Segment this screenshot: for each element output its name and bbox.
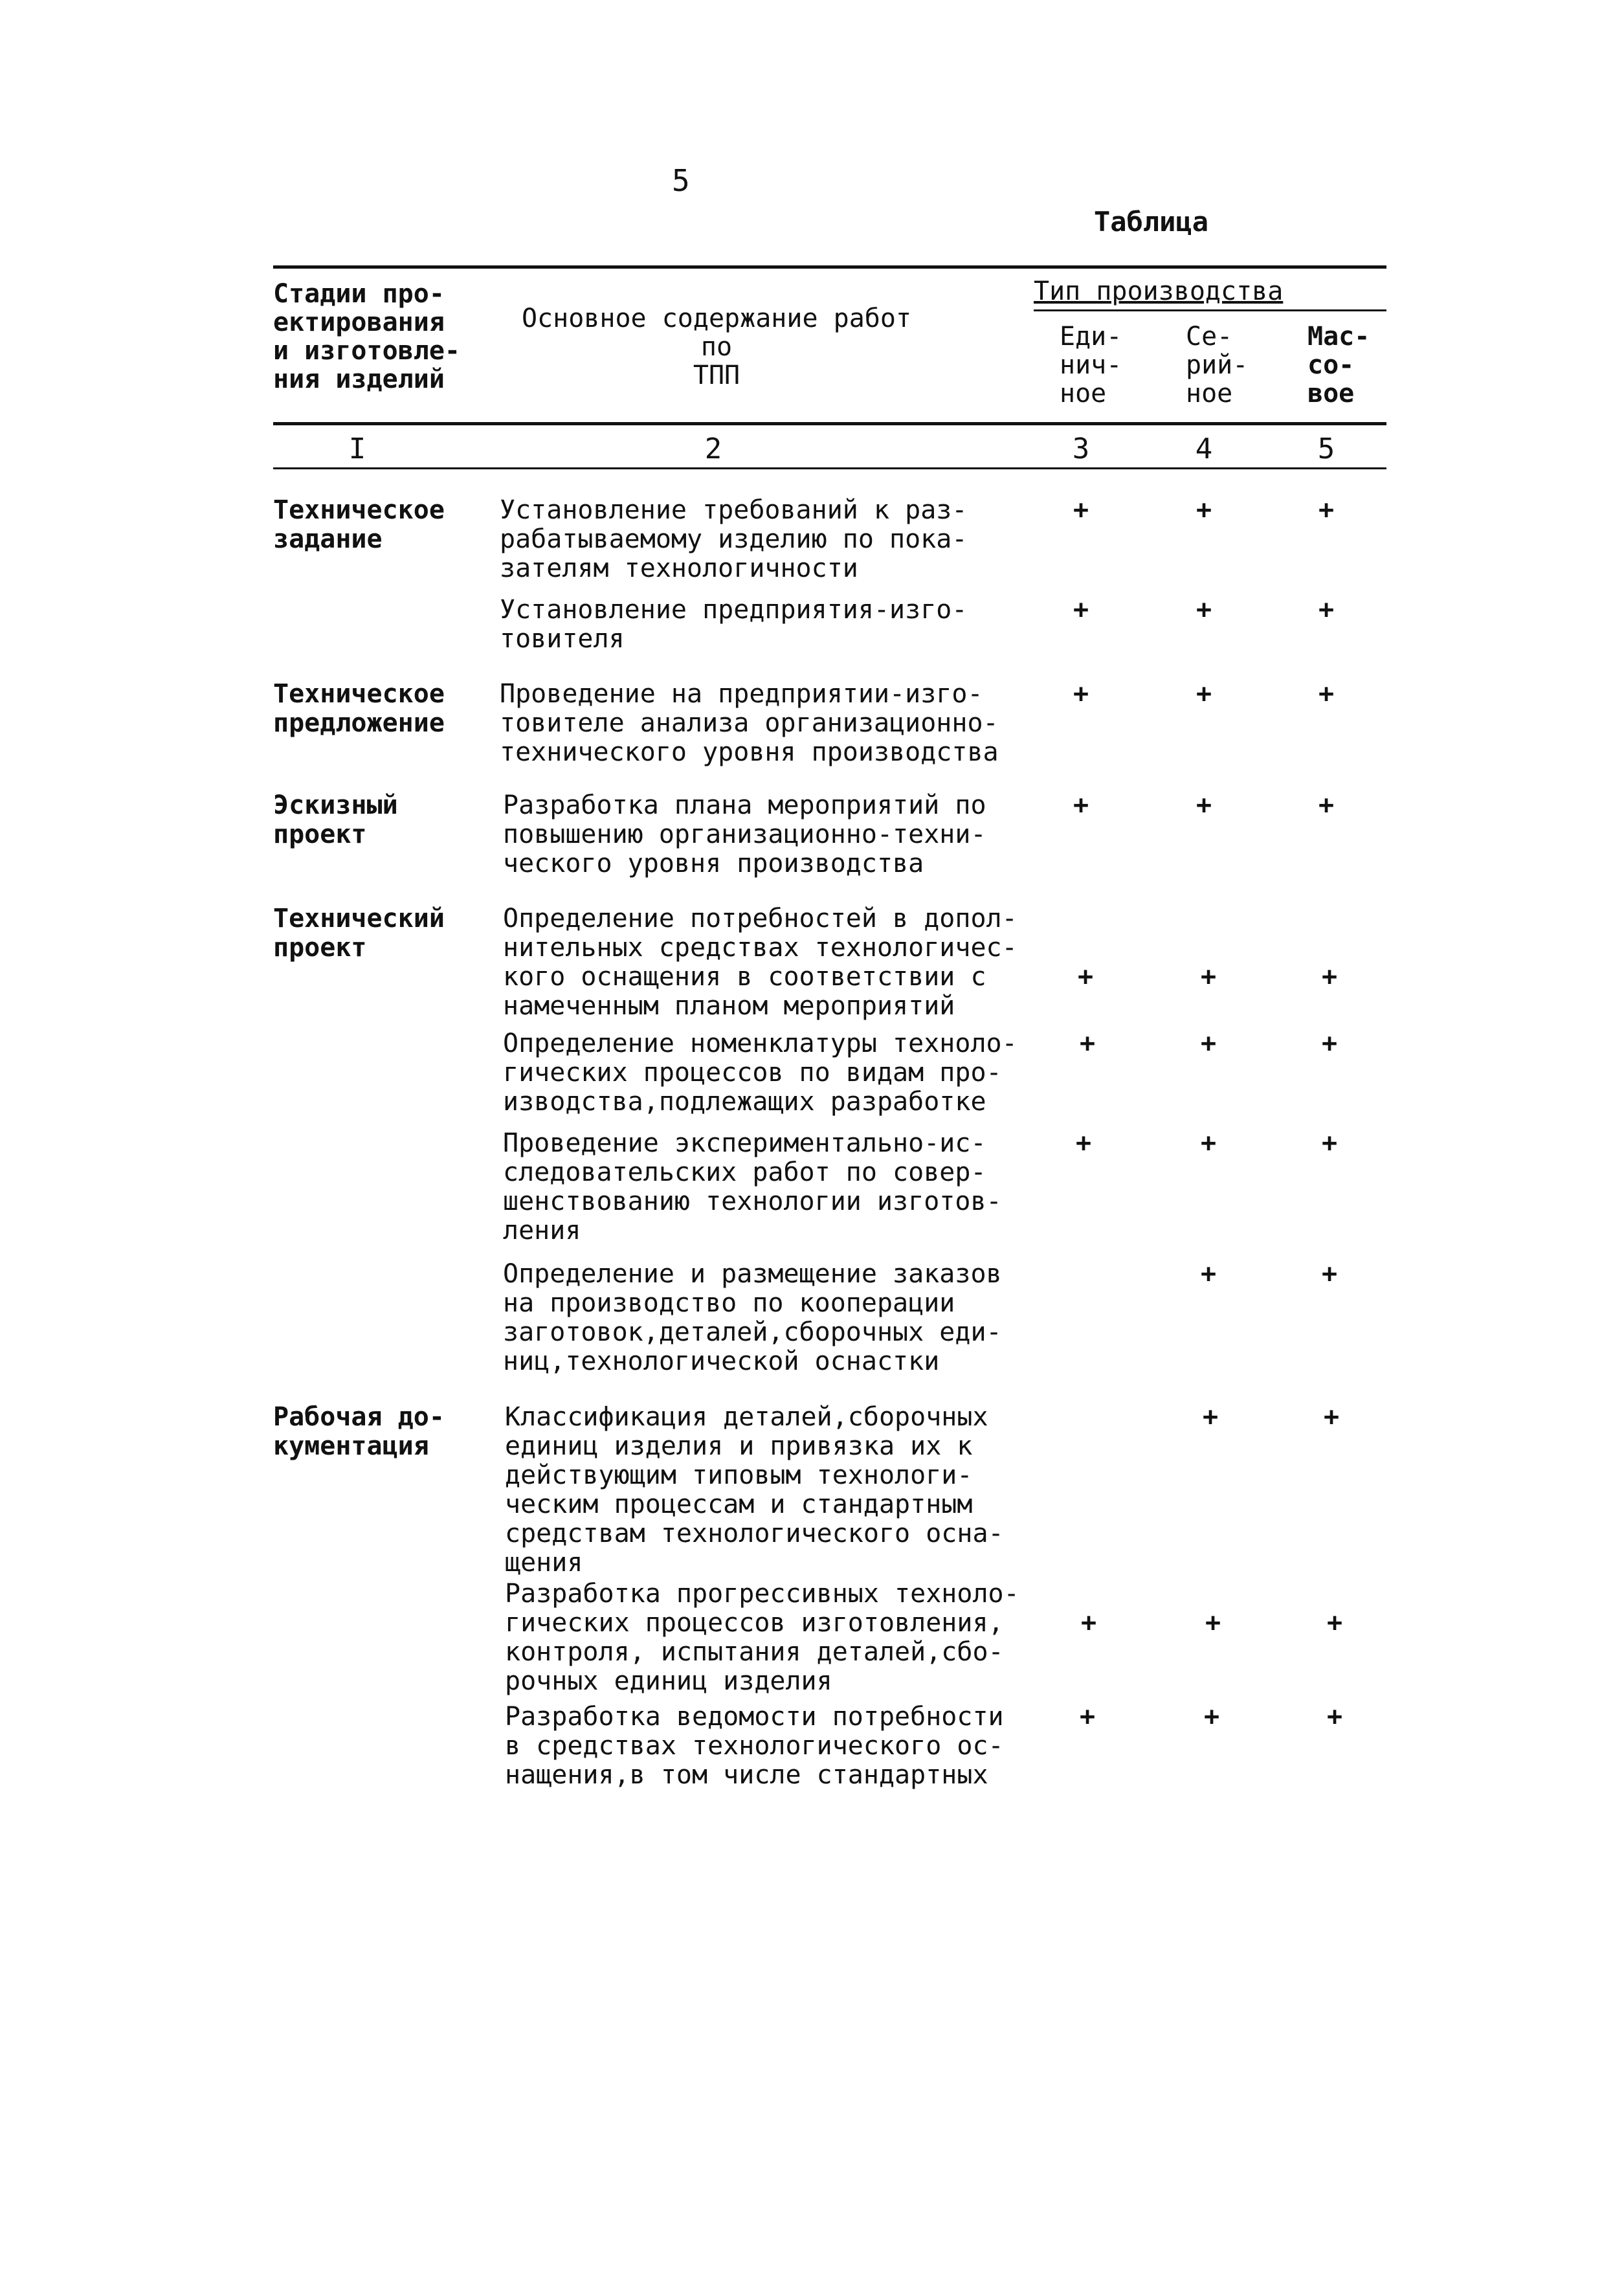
work-cell: Определение и размещение заказов на производство по кооперации заготовок,деталей,сборочных еди- ниц,технологической оснастки — [503, 1259, 1002, 1376]
mark-single: + — [1075, 1128, 1092, 1158]
header-mass: Мас- со- вое — [1307, 322, 1370, 408]
table-top-rule — [273, 265, 1386, 269]
mark-mass: + — [1318, 679, 1335, 709]
page-number: 5 — [672, 163, 690, 198]
mark-serial: + — [1205, 1608, 1221, 1638]
mark-mass: + — [1321, 1029, 1338, 1058]
mark-serial: + — [1202, 1402, 1219, 1432]
mark-single: + — [1077, 962, 1094, 992]
mark-mass: + — [1326, 1608, 1343, 1638]
mark-serial: + — [1203, 1702, 1220, 1732]
mark-serial: + — [1200, 1128, 1217, 1158]
mark-single: + — [1079, 1702, 1096, 1732]
stage-cell: Рабочая до- кументация — [273, 1402, 445, 1461]
work-cell: Разработка прогрессивных техноло- гических процессов изготовления, контроля, испытания деталей,сбо- рочных единиц изделия — [505, 1579, 1019, 1696]
header-serial: Се- рий- ное — [1186, 322, 1249, 408]
work-cell: Установление требований к раз- рабатываемому изделию по пока- зателям технологичности — [500, 495, 968, 583]
mark-mass: + — [1326, 1702, 1343, 1732]
column-number-4: 4 — [1195, 432, 1213, 465]
header-single: Еди- нич- ное — [1060, 322, 1122, 408]
mark-serial: + — [1200, 1259, 1217, 1289]
header-production-type: Тип производства — [1034, 276, 1284, 306]
mark-mass: + — [1321, 1128, 1338, 1158]
mark-single: + — [1073, 595, 1089, 625]
header-stage: Стадии про- ектирования и изготовле- ния изделий — [273, 279, 460, 394]
stage-cell: Техническое задание — [273, 495, 445, 554]
mark-mass: + — [1321, 1259, 1338, 1289]
header-bottom-rule — [273, 422, 1386, 425]
mark-serial: + — [1196, 790, 1212, 820]
work-cell: Проведение на предприятии-изго- товителе анализа организационно- технического уровня производства — [500, 679, 999, 767]
header-content: Основное содержание работ по ТПП — [521, 304, 912, 390]
stage-cell: Техническое предложение — [273, 679, 445, 738]
table-caption: Таблица — [1094, 206, 1209, 238]
work-cell: Проведение экспериментально-ис- следовательских работ по совер- шенствованию технологии изготов- ления — [503, 1128, 1002, 1245]
column-number-5: 5 — [1317, 432, 1335, 465]
column-number-3: 3 — [1072, 432, 1090, 465]
mark-single: + — [1073, 495, 1089, 525]
work-cell: Классификация деталей,сборочных единиц изделия и привязка их к действующим типовым технологи- ческим процессам и стандартным средствам технологического осна- щения — [505, 1402, 1004, 1578]
mark-single: + — [1079, 1029, 1096, 1058]
mark-mass: + — [1323, 1402, 1340, 1432]
stage-cell: Технический проект — [273, 904, 445, 963]
mark-single: + — [1073, 790, 1089, 820]
mark-serial: + — [1200, 962, 1217, 992]
mark-mass: + — [1318, 495, 1335, 525]
column-number-2: 2 — [704, 432, 722, 465]
work-cell: Установление предприятия-изго- товителя — [500, 595, 968, 654]
work-cell: Разработка плана мероприятий по повышению организационно-техни- ческого уровня производства — [503, 790, 986, 878]
numbers-bottom-rule — [273, 467, 1386, 469]
mark-single: + — [1073, 679, 1089, 709]
mark-mass: + — [1318, 790, 1335, 820]
header-type-rule — [1034, 309, 1386, 311]
mark-serial: + — [1196, 595, 1212, 625]
work-cell: Определение потребностей в допол- нительных средствах технологичес- кого оснащения в соответствии с намеченным планом мероприятий — [503, 904, 1018, 1021]
mark-mass: + — [1321, 962, 1338, 992]
work-cell: Разработка ведомости потребности в средствах технологического ос- нащения,в том числе стандартных — [505, 1702, 1004, 1790]
mark-serial: + — [1196, 679, 1212, 709]
mark-mass: + — [1318, 595, 1335, 625]
mark-single: + — [1080, 1608, 1097, 1638]
mark-serial: + — [1200, 1029, 1217, 1058]
mark-serial: + — [1196, 495, 1212, 525]
column-number-1: I — [348, 432, 366, 465]
stage-cell: Эскизный проект — [273, 790, 398, 849]
work-cell: Определение номенклатуры техноло- гических процессов по видам про- изводства,подлежащих разработке — [503, 1029, 1018, 1117]
